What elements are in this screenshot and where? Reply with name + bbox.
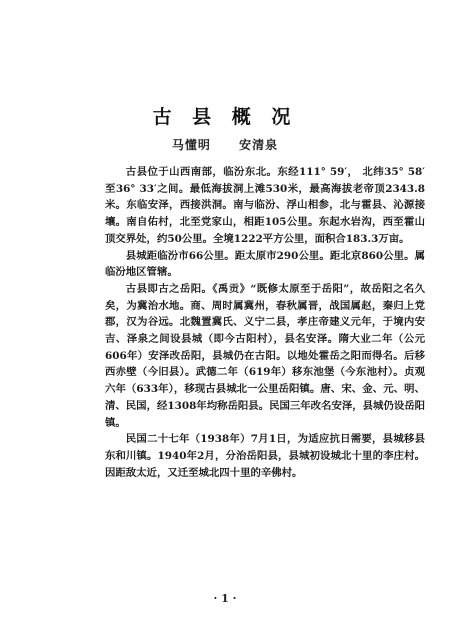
page-number: · 1 · bbox=[213, 592, 237, 605]
author-line bbox=[0, 136, 450, 153]
author-name: 马懂明 bbox=[171, 138, 211, 152]
body-paragraph: 古县即古之岳阳。《禹贡》“既修太原至于岳阳”，故岳阳之名久矣，为冀治水地。商、周时属冀州，春秋属晋，战国属赵，秦归上党郡，汉为谷远。北魏置冀氏、义宁二县，孝庄帝建义元年，于境内安吉、泽泉之间设县城（即今古阳村），县名安泽。隋大业二年（公元606年）安泽改岳阳，县城仍在古阳。以地处霍岳之阳而得名。后移西赤壁（今旧县）。武德二年（619年）移东池堡（今东池村）。贞观六年（633年），移现古县城北一公里岳阳镇。唐、宋、金、元、明、清、民国，经1308年均称岳阳县。民国三年改名安泽，县城仍设岳阳镇。 bbox=[105, 282, 425, 429]
author-name: 安清泉 bbox=[239, 138, 279, 152]
document-body bbox=[105, 164, 425, 481]
document-title: 古 县 概 况 bbox=[152, 106, 298, 128]
body-paragraph: 古县位于山西南部，临汾东北。东经111° 59′， 北纬35° 58′至36° 33′之间。最低海拔洞上滩530米，最高海拔老帝顶2343.8米。东临安泽，西接洪洞。南与临汾、浮山相参，北与霍县、沁源接壤。南自佑村，北至党家山，相距105公里。东起水岩沟，西至霍山顶交界处，约50公里。全境1222平方公里，面积合183.3万亩。 bbox=[105, 166, 425, 245]
body-paragraph: 县城距临汾市66公里。距太原市290公里。距北京860公里。属临汾地区管辖。 bbox=[105, 249, 425, 279]
body-paragraph: 民国二十七年（1938年）7月1日，为适应抗日需要，县城移县东和川镇。1940年2月，分治岳阳县，县城初设城北十里的李庄村。因距敌太近，又迁至城北四十里的辛佛村。 bbox=[105, 433, 425, 479]
